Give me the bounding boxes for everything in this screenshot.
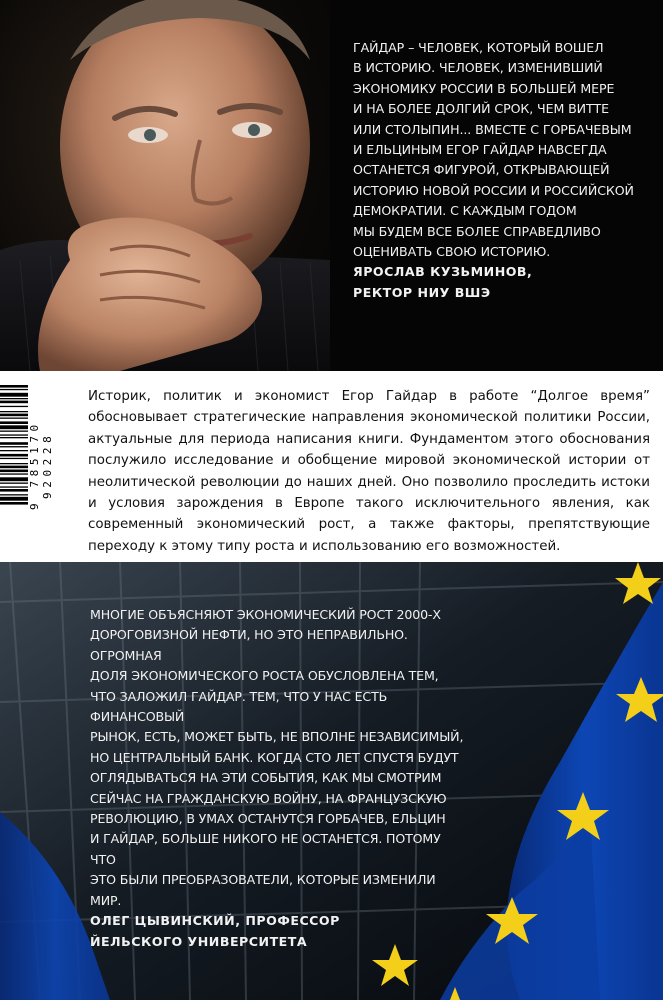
top-quote-line: В ИСТОРИЮ. ЧЕЛОВЕК, ИЗМЕНИВШИЙ xyxy=(353,60,603,76)
bottom-quote-line: ЭТО БЫЛИ ПРЕОБРАЗОВАТЕЛИ, КОТОРЫЕ ИЗМЕНИЛИ МИР. xyxy=(90,872,436,908)
barcode-bars-icon xyxy=(0,385,28,545)
top-quote-line: И НА БОЛЕЕ ДОЛГИЙ СРОК, ЧЕМ ВИТТЕ xyxy=(353,101,610,117)
bottom-quote-line: СЕЙЧАС НА ГРАЖДАНСКУЮ ВОЙНУ, НА ФРАНЦУЗСКУЮ xyxy=(90,790,447,806)
top-quote-line: ОСТАНЕТСЯ ФИГУРОЙ, ОТКРЫВАЮЩЕЙ xyxy=(353,162,610,178)
top-quote-line: ЭКОНОМИКУ РОССИИ В БОЛЬШЕЙ МЕРЕ xyxy=(353,80,615,96)
bottom-quote-author-name: ОЛЕГ ЦЫВИНСКИЙ, ПРОФЕССОР xyxy=(90,913,340,929)
book-description: Историк, политик и экономист Егор Гайдар в работе “Долгое время” обосновывает стратегические направления экономической политики России, актуальные для периода написания книги. Фундаментом этого обоснования послужило исследование и обобщение мировой экономической истории от неолитической революции до наших дней. Оно позволило проследить истоки и условия зарождения в Европе такого исключительного явления, как современный экономический рост, а также факторы, препятствующие переходу к этому типу роста и использованию его возможностей. xyxy=(88,389,650,554)
top-quote-line: МЫ БУДЕМ ВСЕ БОЛЕЕ СПРАВЕДЛИВО xyxy=(353,223,601,239)
top-section xyxy=(0,0,663,371)
bottom-quote-line: ЧТО ЗАЛОЖИЛ ГАЙДАР. ТЕМ, ЧТО У НАС ЕСТЬ ФИНАНСОВЫЙ xyxy=(90,688,388,725)
bottom-quote-line: НО ЦЕНТРАЛЬНЫЙ БАНК. КОГДА СТО ЛЕТ СПУСТЯ БУДУТ xyxy=(90,749,459,765)
bottom-section xyxy=(0,562,663,1000)
bottom-quote-line: ДОРОГОВИЗНОЙ НЕФТИ, НО ЭТО НЕПРАВИЛЬНО. ОГРОМНАЯ xyxy=(90,627,408,663)
isbn-digits: 9 785170 920228 xyxy=(28,420,54,510)
bottom-quote-author-title: ЙЕЛЬСКОГО УНИВЕРСИТЕТА xyxy=(90,933,308,949)
top-quote-line: ИСТОРИЮ НОВОЙ РОССИИ И РОССИЙСКОЙ xyxy=(353,182,634,198)
bottom-quote-line: МНОГИЕ ОБЪЯСНЯЮТ ЭКОНОМИЧЕСКИЙ РОСТ 2000-Х xyxy=(90,607,441,622)
top-quote-line: ОЦЕНИВАТЬ СВОЮ ИСТОРИЮ. xyxy=(353,244,551,260)
bottom-quote-line: РЫНОК, ЕСТЬ, МОЖЕТ БЫТЬ, НЕ ВПОЛНЕ НЕЗАВИСИМЫЙ, xyxy=(90,729,464,745)
top-quote-line: ГАЙДАР – ЧЕЛОВЕК, КОТОРЫЙ ВОШЕЛ xyxy=(353,40,604,55)
author-portrait-photo xyxy=(0,0,330,371)
bottom-quote xyxy=(90,605,470,952)
bottom-quote-line: ОГЛЯДЫВАТЬСЯ НА ЭТИ СОБЫТИЯ, КАК МЫ СМОТРИМ xyxy=(90,770,442,786)
top-quote-author-name: ЯРОСЛАВ КУЗЬМИНОВ, xyxy=(353,264,533,280)
description-band xyxy=(0,371,663,562)
top-quote xyxy=(353,38,653,303)
bottom-quote-line: ДОЛЯ ЭКОНОМИЧЕСКОГО РОСТА ОБУСЛОВЛЕНА ТЕМ, xyxy=(90,668,439,684)
portrait-illustration xyxy=(0,0,330,371)
bottom-quote-line: РЕВОЛЮЦИЮ, В УМАХ ОСТАНУТСЯ ГОРБАЧЕВ, ЕЛЬЦИН xyxy=(90,811,446,827)
top-quote-line: ДЕМОКРАТИИ. С КАЖДЫМ ГОДОМ xyxy=(353,203,577,219)
top-quote-line: И ЕЛЬЦИНЫМ ЕГОР ГАЙДАР НАВСЕГДА xyxy=(353,142,607,158)
top-quote-author-title: РЕКТОР НИУ ВШЭ xyxy=(353,284,491,300)
bottom-quote-line: И ГАЙДАР, БОЛЬШЕ НИКОГО НЕ ОСТАНЕТСЯ. ПОТОМУ ЧТО xyxy=(90,831,441,867)
top-quote-line: ИЛИ СТОЛЫПИН... ВМЕСТЕ С ГОРБАЧЕВЫМ xyxy=(353,121,632,137)
